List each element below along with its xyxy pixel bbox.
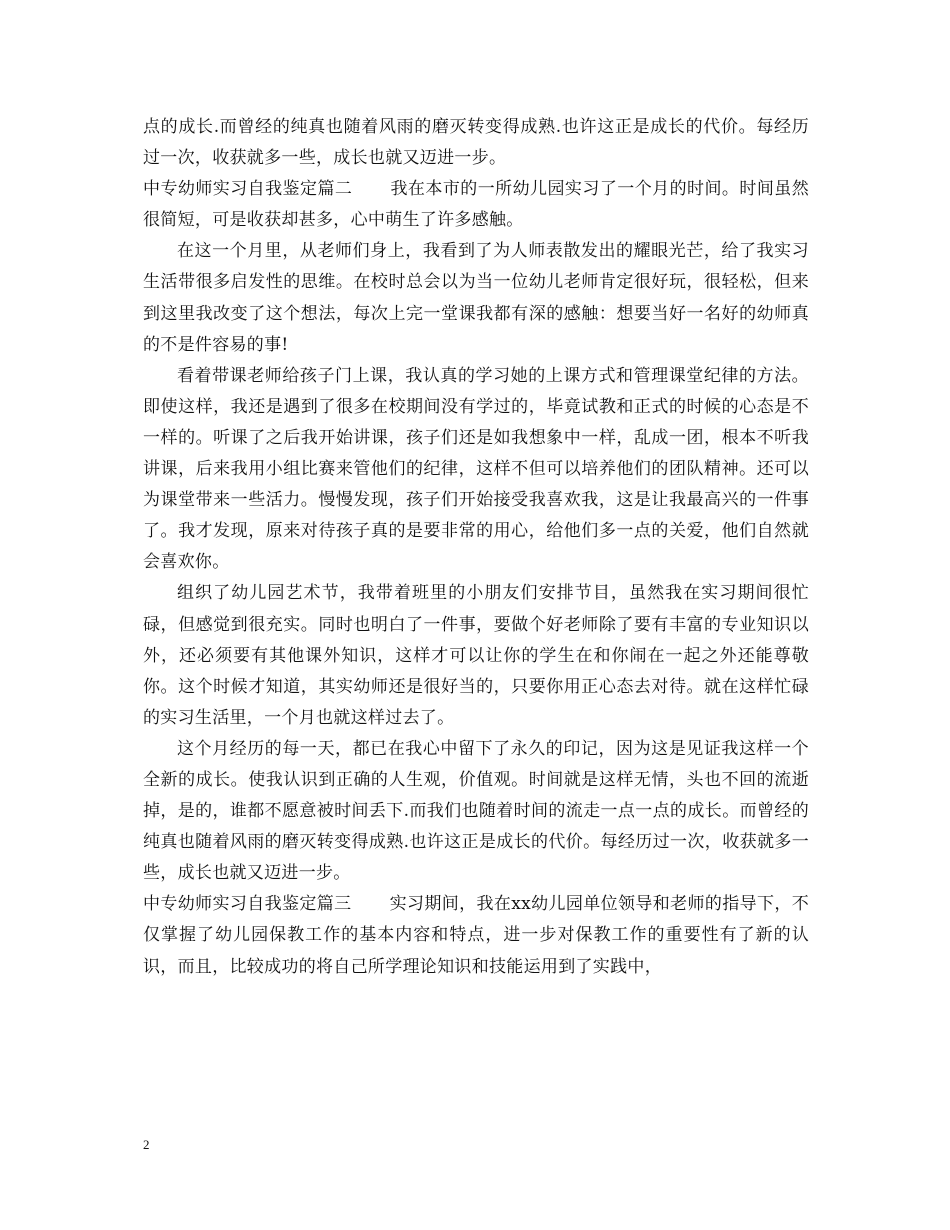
paragraph-7-text: 实习期间，我在xx幼儿园单位领导和老师的指导下，不仅掌握了幼儿园保教工作的基本内容和特点，进一步对保教工作的重要性有了新的认识，而且，比较成功的将自己所学理论知识和技能运用到了实践中， xyxy=(143,894,809,977)
paragraph-2-text: 我在本市的一所幼儿园实习了一个月的时间。时间虽然很简短，可是收获却甚多，心中萌生了许多感触。 xyxy=(143,179,810,231)
paragraph-1: 点的成长.而曾经的纯真也随着风雨的磨灭转变得成熟.也许这正是成长的代价。每经历过一次，收获就多一些，成长也就又迈进一步。 xyxy=(143,117,809,169)
section-heading-3: 中专幼师实习自我鉴定篇三 xyxy=(143,894,352,915)
paragraph-3: 在这一个月里，从老师们身上，我看到了为人师表散发出的耀眼光芒，给了我实习生活带很多启发性的思维。在校时总会以为当一位幼儿老师肯定很好玩，很轻松，但来到这里我改变了这个想法，每次上完一堂课我都有深的感触：想要当好一名好的幼师真的不是件容易的事! xyxy=(143,241,809,355)
section-heading-2: 中专幼师实习自我鉴定篇二 xyxy=(143,179,353,200)
paragraph-6: 这个月经历的每一天，都已在我心中留下了永久的印记，因为这是见证我这样一个全新的成长。使我认识到正确的人生观，价值观。时间就是这样无情，头也不回的流逝掉，是的，谁都不愿意被时间丢下.而我们也随着时间的流走一点一点的成长。而曾经的纯真也随着风雨的磨灭转变得成熟.也许这正是成长的代价。每经历过一次，收获就多一些，成长也就又迈进一步。 xyxy=(143,738,809,884)
paragraph-4: 看着带课老师给孩子门上课，我认真的学习她的上课方式和管理课堂纪律的方法。即使这样，我还是遇到了很多在校期间没有学过的，毕竟试教和正式的时候的心态是不一样的。听课了之后我开始讲课，孩子们还是如我想象中一样，乱成一团，根本不听我讲课，后来我用小组比赛来管他们的纪律，这样不但可以培养他们的团队精神。还可以为课堂带来一些活力。慢慢发现，孩子们开始接受我喜欢我，这是让我最高兴的一件事了。我才发现，原来对待孩子真的是要非常的用心，给他们多一点的关爱，他们自然就会喜欢你。 xyxy=(143,365,809,573)
paragraph-7 xyxy=(143,889,809,982)
page-number: 2 xyxy=(143,1137,150,1152)
paragraph-5: 组织了幼儿园艺术节，我带着班里的小朋友们安排节目，虽然我在实习期间很忙碌，但感觉到很充实。同时也明白了一件事，要做个好老师除了要有丰富的专业知识以外，还必须要有其他课外知识，这样才可以让你的学生在和你闹在一起之外还能尊敬你。这个时候才知道，其实幼师还是很好当的，只要你用正心态去对待。就在这样忙碌的实习生活里，一个月也就这样过去了。 xyxy=(143,583,809,728)
paragraph-2 xyxy=(143,174,809,236)
document-body xyxy=(143,112,809,983)
